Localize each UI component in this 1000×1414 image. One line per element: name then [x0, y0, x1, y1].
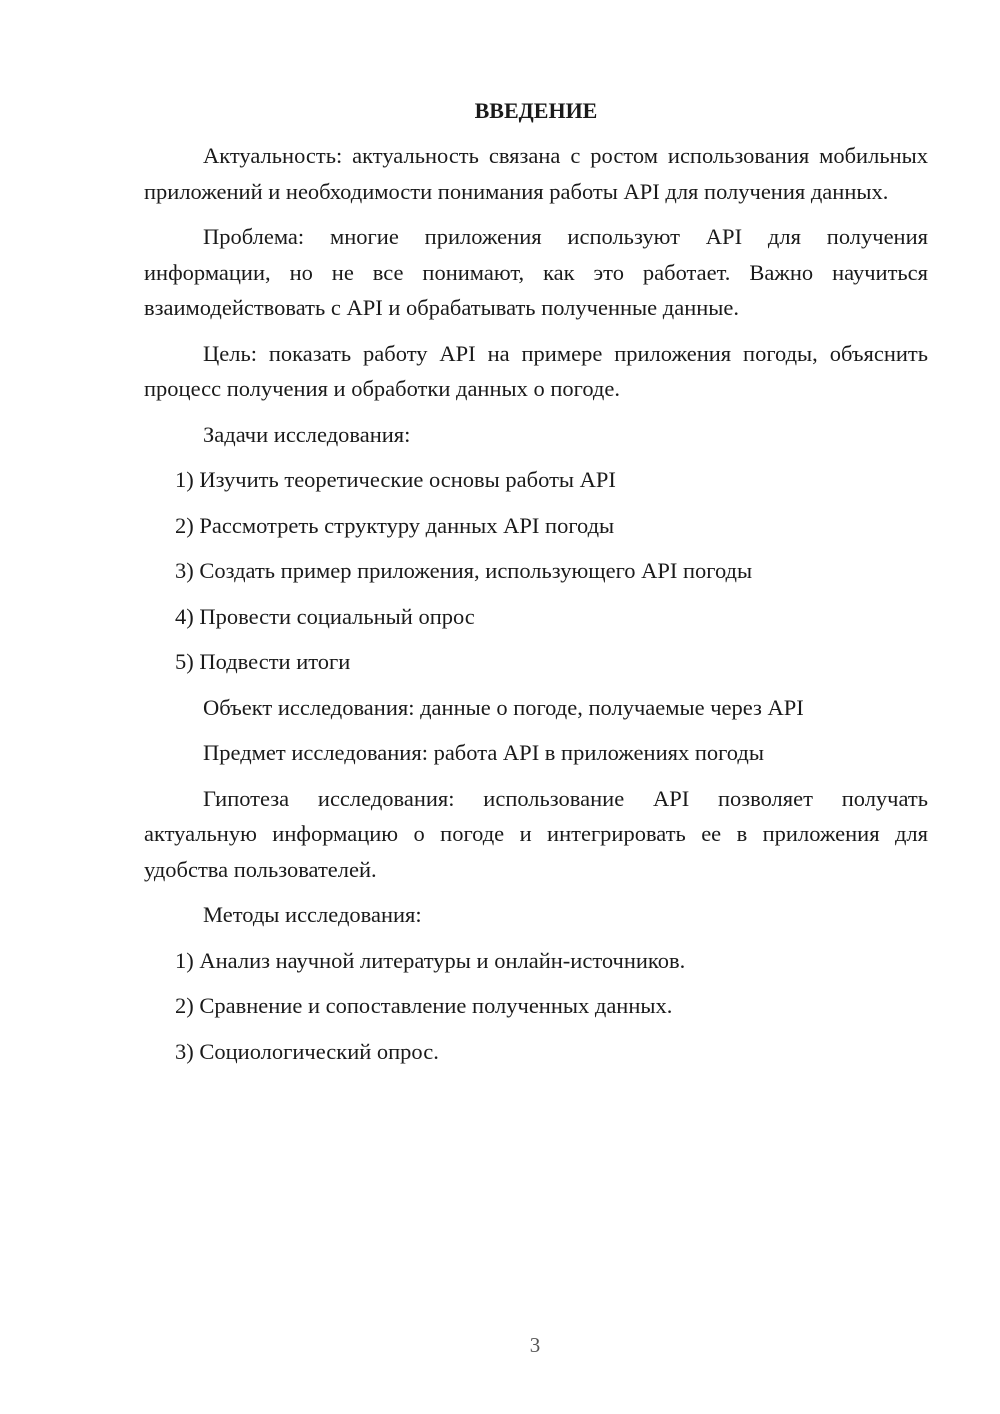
document-page: [144, 96, 928, 1079]
list-item: 1) Анализ научной литературы и онлайн-источников.: [175, 947, 686, 973]
tasks-list: [144, 462, 928, 680]
hypothesis-paragraph: Гипотеза исследования: использование API позволяет получать актуальную информацию о погоде и интегрировать ее в приложения для удобства пользователей.: [144, 785, 928, 882]
goal-paragraph: Цель: показать работу API на примере приложения погоды, объяснить процесс получения и обработки данных о погоде.: [144, 340, 928, 401]
list-item: 2) Сравнение и сопоставление полученных данных.: [175, 993, 673, 1018]
section-heading: ВВЕДЕНИЕ: [474, 98, 598, 123]
list-item: 5) Подвести итоги: [175, 649, 351, 674]
problem-paragraph: Проблема: многие приложения используют API для получения информации, но не все понимают, как это работает. Важно научиться взаимодействовать с API и обрабатывать полученные данные.: [144, 224, 928, 320]
object-paragraph: Объект исследования: данные о погоде, получаемые через API: [203, 694, 804, 720]
list-item: 3) Социологический опрос.: [175, 1038, 439, 1064]
methods-list: [144, 943, 928, 1070]
list-item: 4) Провести социальный опрос: [175, 603, 475, 629]
methods-heading: Методы исследования:: [203, 902, 422, 927]
tasks-heading: Задачи исследования:: [203, 421, 411, 447]
list-item: 3) Создать пример приложения, использующего API погоды: [175, 558, 753, 583]
subject-paragraph: Предмет исследования: работа API в приложениях погоды: [203, 740, 764, 765]
page-number: 3: [529, 1333, 541, 1357]
list-item: 1) Изучить теоретические основы работы API: [175, 467, 616, 492]
list-item: 2) Рассмотреть структуру данных API погоды: [175, 512, 615, 538]
relevance-paragraph: Актуальность: актуальность связана с ростом использования мобильных приложений и необходимости понимания работы API для получения данных.: [144, 143, 928, 204]
